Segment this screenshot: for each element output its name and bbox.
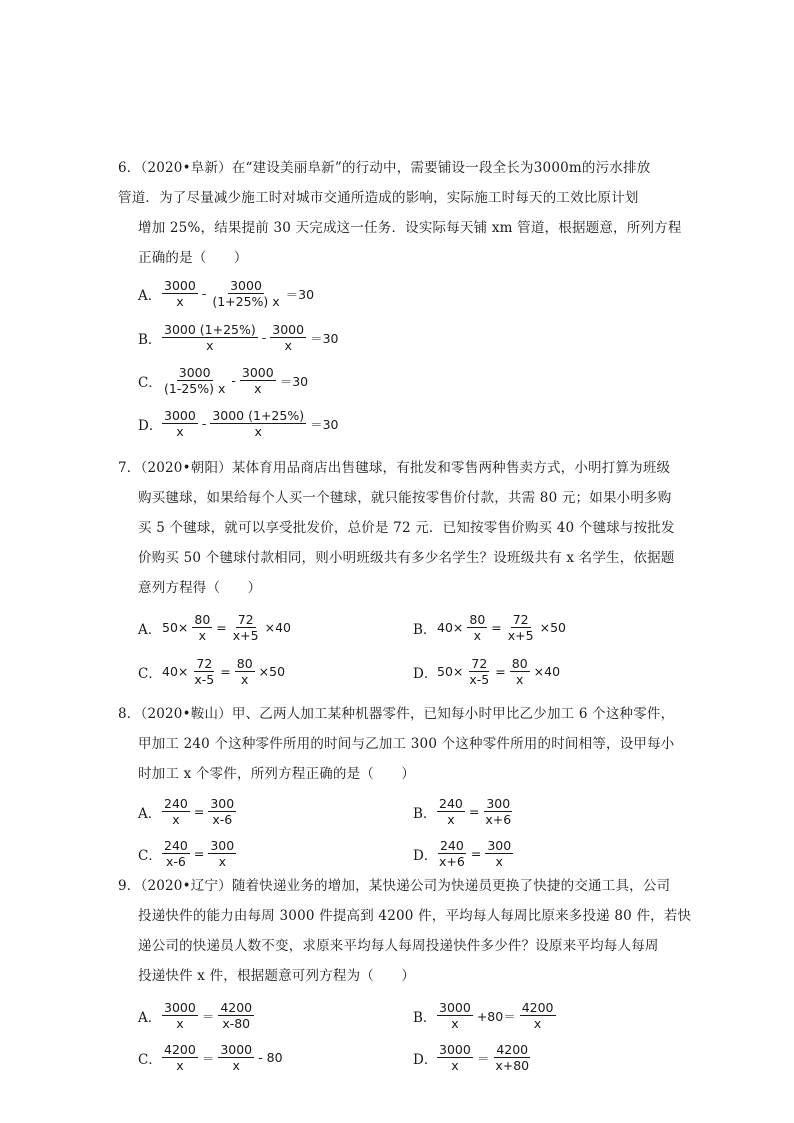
q6-option-c <box>138 365 310 396</box>
option-label: C． <box>138 1051 162 1068</box>
operator: 40× <box>437 620 464 635</box>
option-label: C． <box>138 847 162 864</box>
operator: = <box>193 846 205 861</box>
q8-option-c <box>138 838 238 869</box>
q9-option-c <box>138 1042 285 1073</box>
fraction: $\frac{72}{x+5}$ <box>232 612 259 643</box>
q7-line-1: 7．（2020•朝阳）某体育用品商店出售毽球，有批发和零售两种售卖方式，小明打算为班级 <box>118 460 671 476</box>
operator: ×50 <box>258 664 286 679</box>
fraction: $\frac{3000}{x}$ <box>164 408 196 439</box>
option-label: B． <box>413 1009 437 1026</box>
operator: - <box>201 286 207 301</box>
operator: ×50 <box>539 620 566 635</box>
q6-line-1: 6．（2020•阜新）在“建设美丽阜新”的行动中，需要铺设一段全长为3000m的污水排放 <box>118 160 651 176</box>
equation-rest: ＝30 <box>310 416 339 432</box>
q6-option-a <box>138 278 316 309</box>
fraction: $\frac{4200}{x-80}$ <box>220 1000 253 1031</box>
q6-line-2: 管道．为了尽量减少施工时对城市交通所造成的影响，实际施工时每天的工效比原计划 <box>118 190 639 206</box>
option-label: D． <box>413 847 438 864</box>
equation-rest: ＝30 <box>310 330 339 346</box>
operator: = <box>470 846 482 861</box>
q9-line-2: 投递快件的能力由每周 3000 件提高到 4200 件，平均每人每周比原来多投递 80 件，若快 <box>138 908 692 924</box>
fraction: $\frac{300}{x-6}$ <box>210 796 235 827</box>
q7-option-d <box>413 656 562 687</box>
fraction: $\frac{3000}{x}$ <box>439 1000 471 1031</box>
operator: = <box>491 620 502 635</box>
operator: - <box>201 416 207 431</box>
fraction: $\frac{3000 (1+25\%)}{x}$ <box>212 408 305 439</box>
option-label: C． <box>138 665 162 682</box>
option-label: B． <box>413 621 437 638</box>
q7-line-5: 意列方程得（ ） <box>138 580 262 596</box>
fraction: $\frac{3000}{x}$ <box>272 322 305 353</box>
operator: 40× <box>162 664 189 679</box>
fraction: $\frac{80}{x}$ <box>511 656 528 687</box>
q6-option-b <box>138 322 340 353</box>
operator: ×40 <box>264 620 291 635</box>
option-label: C． <box>138 374 162 391</box>
fraction: $\frac{80}{x}$ <box>236 656 253 687</box>
operator: ＝ <box>201 1050 215 1066</box>
q7-line-4: 价购买 50 个毽球付款相同，则小明班级共有多少名学生？设班级共有 x 名学生，依据题 <box>138 550 675 566</box>
q7-option-c <box>138 656 287 687</box>
q9-option-b <box>413 1000 558 1031</box>
operator: ＝ <box>476 1050 490 1066</box>
q8-line-1: 8．（2020•鞍山）甲、乙两人加工某种机器零件，已知每小时甲比乙少加工 6 个这种零件， <box>118 706 675 722</box>
q9-option-d <box>413 1042 533 1073</box>
fraction: $\frac{3000}{x}$ <box>164 1000 196 1031</box>
operator: = <box>193 804 205 819</box>
option-label: A． <box>138 287 162 304</box>
fraction: $\frac{80}{x}$ <box>469 612 486 643</box>
fraction: $\frac{240}{x-6}$ <box>164 838 188 869</box>
q8-line-2: 甲加工 240 个这种零件所用的时间与乙加工 300 个这种零件所用的时间相等，设甲每小 <box>138 736 675 752</box>
q7-option-a <box>138 612 293 643</box>
fraction: $\frac{72}{x+5}$ <box>507 612 534 643</box>
fraction: $\frac{3000}{x}$ <box>439 1042 471 1073</box>
operator: - <box>231 373 236 388</box>
equation-rest: ＝30 <box>279 373 309 389</box>
option-label: B． <box>413 805 437 822</box>
operator: ×40 <box>533 664 561 679</box>
option-label: D． <box>138 417 163 434</box>
operator: 50× <box>162 620 189 635</box>
equation-rest: ＝30 <box>285 286 315 302</box>
fraction: $\frac{3000}{x}$ <box>241 365 274 396</box>
option-label: A． <box>138 805 162 822</box>
q9-line-1: 9．（2020•辽宁）随着快递业务的增加，某快递公司为快递员更换了快捷的交通工具，公司 <box>118 878 671 894</box>
operator: ＝ <box>201 1008 215 1024</box>
fraction: $\frac{3000}{x}$ <box>220 1042 253 1073</box>
option-label: D． <box>413 1051 438 1068</box>
q9-option-a <box>138 1000 256 1031</box>
operator: 50× <box>437 664 464 679</box>
q7-option-b <box>413 612 568 643</box>
q8-option-d <box>413 838 515 869</box>
fraction: $\frac{300}{x}$ <box>487 838 512 869</box>
option-label: A． <box>138 621 162 638</box>
fraction: $\frac{4200}{x}$ <box>164 1042 196 1073</box>
fraction: $\frac{3000}{(1+25\%) x}$ <box>212 278 280 309</box>
fraction: $\frac{240}{x}$ <box>439 796 463 827</box>
operator: +80＝ <box>476 1008 516 1024</box>
fraction: $\frac{300}{x+6}$ <box>485 796 512 827</box>
fraction: $\frac{3000}{x}$ <box>164 278 196 309</box>
option-label: D． <box>413 665 438 682</box>
fraction: $\frac{72}{x-5}$ <box>194 656 215 687</box>
operator: - <box>261 330 267 345</box>
option-label: A． <box>138 1009 162 1026</box>
fraction: $\frac{240}{x+6}$ <box>439 838 465 869</box>
operator: = <box>216 620 227 635</box>
q6-line-3: 增加 25%，结果提前 30 天完成这一任务．设实际每天铺 xm 管道，根据题意，所列方程 <box>138 220 682 236</box>
fraction: $\frac{3000}{(1-25\%) x}$ <box>164 365 226 396</box>
q6-line-4: 正确的是（ ） <box>138 250 248 266</box>
operator: = <box>495 664 506 679</box>
fraction: $\frac{80}{x}$ <box>194 612 211 643</box>
option-label: B． <box>138 331 162 348</box>
fraction: $\frac{300}{x}$ <box>210 838 235 869</box>
q9-line-4: 投递快件 x 件，根据题意可列方程为（ ） <box>138 968 416 984</box>
q9-line-3: 递公司的快递员人数不变，求原来平均每人每周投递快件多少件？设原来平均每人每周 <box>138 938 659 954</box>
fraction: $\frac{3000 (1+25\%)}{x}$ <box>164 322 256 353</box>
fraction: $\frac{72}{x-5}$ <box>469 656 490 687</box>
fraction: $\frac{240}{x}$ <box>164 796 188 827</box>
operator: - 80 <box>258 1050 283 1065</box>
fraction: $\frac{4200}{x}$ <box>521 1000 554 1031</box>
q7-line-2: 购买毽球，如果给每个人买一个毽球，就只能按零售价付款，共需 80 元；如果小明多购 <box>138 490 672 506</box>
operator: = <box>468 804 480 819</box>
q8-line-3: 时加工 x 个零件，所列方程正确的是（ ） <box>138 766 416 782</box>
q7-line-3: 买 5 个毽球，就可以享受批发价，总价是 72 元．已知按零售价购买 40 个毽球与按批发 <box>138 520 675 536</box>
q8-option-a <box>138 796 238 827</box>
operator: = <box>220 664 231 679</box>
fraction: $\frac{4200}{x+80}$ <box>495 1042 530 1073</box>
q6-option-d <box>138 408 340 439</box>
q8-option-b <box>413 796 515 827</box>
